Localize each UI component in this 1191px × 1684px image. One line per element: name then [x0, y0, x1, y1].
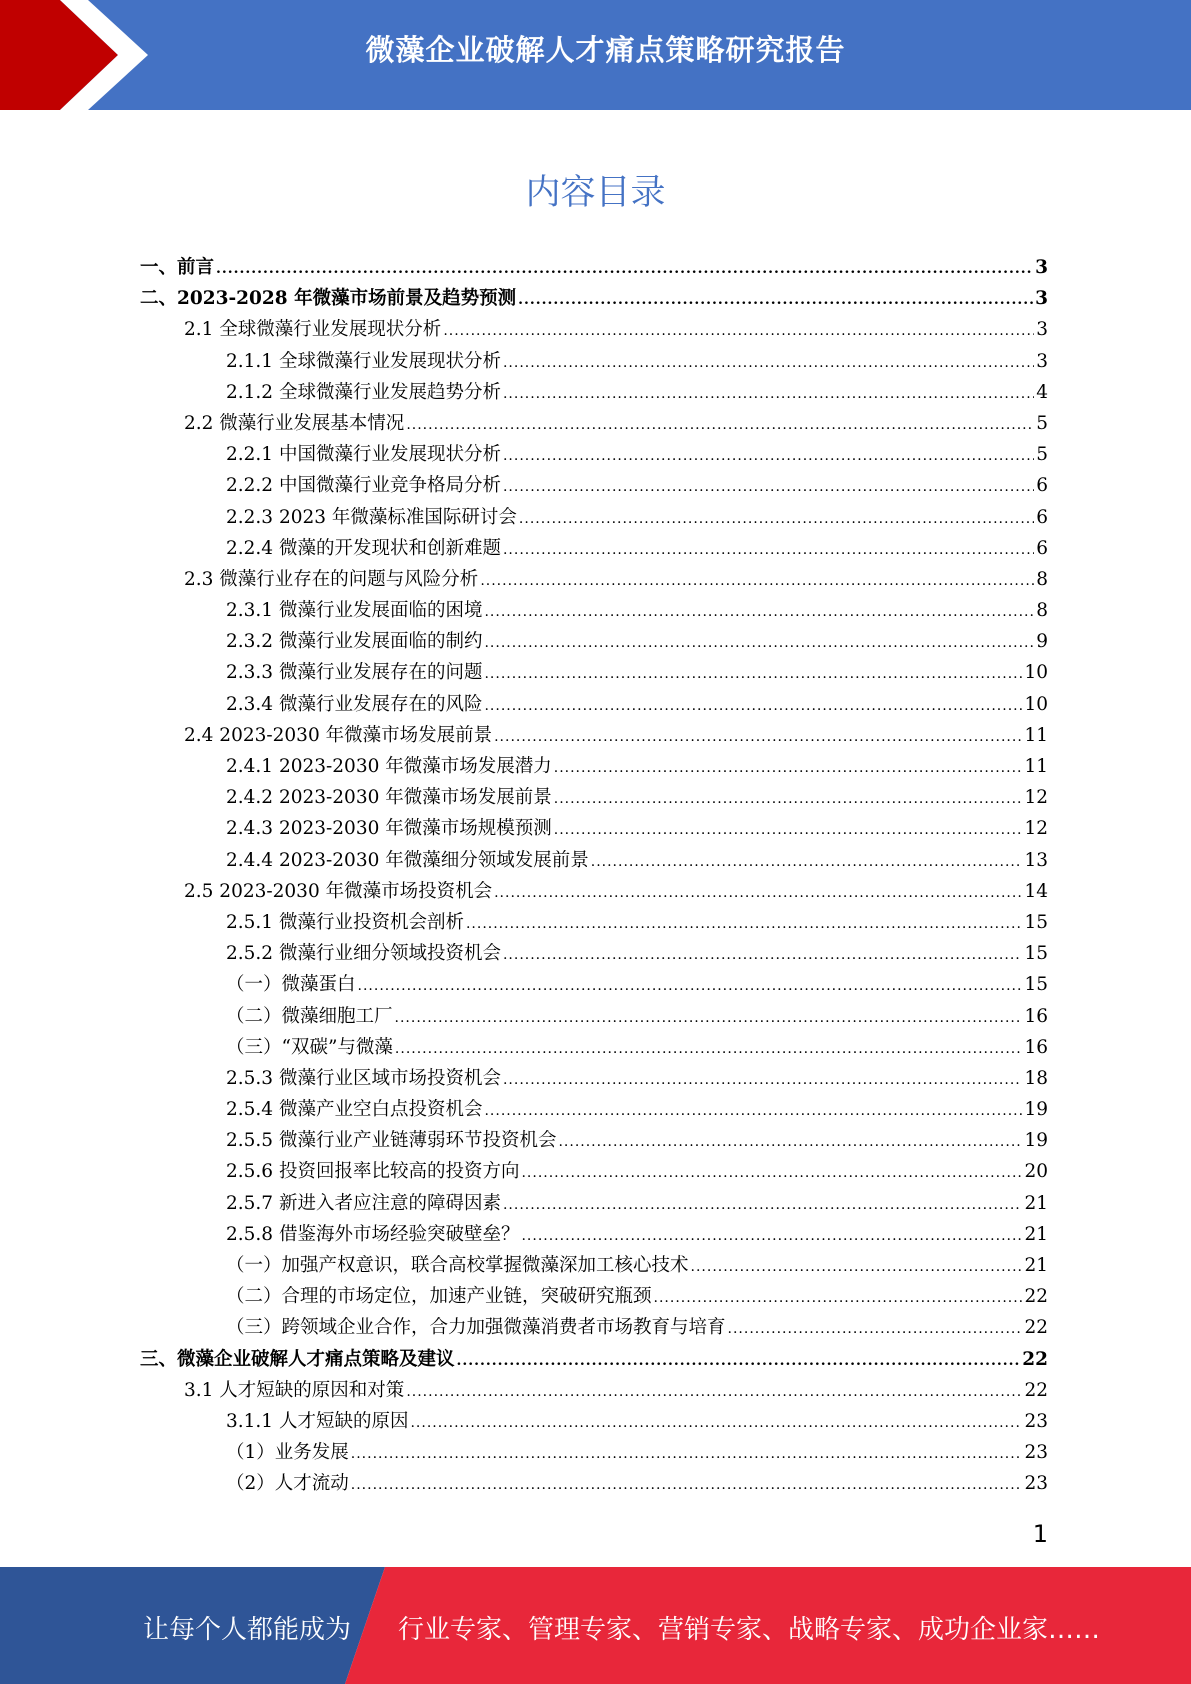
- toc-entry-page: 11: [1024, 756, 1048, 777]
- toc-dot-leader: [457, 1353, 1021, 1369]
- toc-entry-page: 19: [1024, 1130, 1048, 1152]
- toc-entry-title: 2.1.1 全球微藻行业发展现状分析: [226, 350, 501, 372]
- toc-entry-title: 3.1 人才短缺的原因和对策: [184, 1379, 405, 1401]
- toc-dot-leader: [521, 1228, 1022, 1244]
- toc-entry-page: 13: [1024, 849, 1048, 871]
- toc-entry-page: 15: [1024, 943, 1048, 965]
- toc-entry-page: 22: [1024, 1317, 1048, 1339]
- toc-dot-leader: [395, 1010, 1023, 1026]
- toc-entry-page: 21: [1024, 1255, 1048, 1276]
- toc-dot-leader: [503, 542, 1034, 558]
- toc-dot-leader: [358, 978, 1023, 994]
- toc-entry-page: 19: [1024, 1099, 1048, 1121]
- toc-entry[interactable]: [140, 471, 1048, 502]
- toc-entry-title: 2.3.2 微藻行业发展面临的制约: [226, 631, 483, 653]
- toc-entry-title: 2.3.4 微藻行业发展存在的风险: [226, 693, 483, 715]
- toc-dot-leader: [518, 292, 1033, 308]
- toc-entry[interactable]: [140, 627, 1048, 658]
- toc-entry-page: 4: [1036, 381, 1048, 403]
- toc-entry-page: 12: [1024, 818, 1048, 840]
- toc-entry-title: （二）合理的市场定位，加速产业链，突破研究瓶颈: [226, 1286, 652, 1308]
- toc-entry-title: 三、微藻企业破解人才痛点策略及建议: [140, 1348, 455, 1370]
- toc-entry-page: 16: [1024, 1005, 1048, 1027]
- toc-entry-title: 2.2.1 中国微藻行业发展现状分析: [226, 444, 501, 466]
- toc-entry-title: 2.5.1 微藻行业投资机会剖析: [226, 911, 464, 933]
- toc-entry[interactable]: [140, 846, 1048, 877]
- toc-entry[interactable]: [140, 503, 1048, 534]
- toc-entry-page: 16: [1024, 1036, 1048, 1058]
- toc-entry-title: 2.4.3 2023-2030 年微藻市场规模预测: [226, 818, 552, 840]
- toc-entry-page: 5: [1036, 412, 1048, 434]
- toc-entry-title: 2.3 微藻行业存在的问题与风险分析: [184, 568, 479, 590]
- toc-entry[interactable]: [140, 1126, 1048, 1157]
- toc-dot-leader: [351, 1446, 1023, 1462]
- toc-entry-title: 2.5.3 微藻行业区域市场投资机会: [226, 1067, 501, 1089]
- toc-dot-leader: [443, 323, 1034, 339]
- toc-entry[interactable]: [140, 970, 1048, 1001]
- toc-entry[interactable]: [140, 1189, 1048, 1220]
- toc-entry[interactable]: [140, 315, 1048, 346]
- toc-entry[interactable]: [140, 347, 1048, 378]
- toc-dot-leader: [558, 1134, 1022, 1150]
- toc-entry[interactable]: [140, 409, 1048, 440]
- toc-entry[interactable]: [140, 721, 1048, 752]
- toc-entry-page: 8: [1036, 568, 1048, 590]
- toc-entry-title: 2.5.2 微藻行业细分领域投资机会: [226, 943, 501, 965]
- toc-dot-leader: [480, 573, 1034, 589]
- toc-entry-title: 3.1.1 人才短缺的原因: [226, 1410, 409, 1432]
- toc-dot-leader: [554, 822, 1023, 838]
- toc-dot-leader: [728, 1321, 1023, 1337]
- toc-dot-leader: [395, 1041, 1023, 1057]
- toc-entry[interactable]: [140, 596, 1048, 627]
- toc-entry-page: 3: [1036, 319, 1048, 341]
- toc-entry-page: 6: [1036, 506, 1048, 528]
- toc-entry-title: 2.3.3 微藻行业发展存在的问题: [226, 662, 483, 684]
- toc-dot-leader: [410, 1415, 1022, 1431]
- toc-entry[interactable]: [140, 1002, 1048, 1033]
- toc-entry-title: （2）人才流动: [226, 1473, 349, 1495]
- toc-entry[interactable]: [140, 658, 1048, 689]
- toc-entry-page: 3: [1035, 257, 1048, 278]
- toc-entry[interactable]: [140, 1033, 1048, 1064]
- toc-entry-page: 22: [1022, 1348, 1048, 1370]
- toc-dot-leader: [691, 1259, 1023, 1275]
- toc-entry-title: 2.5 2023-2030 年微藻市场投资机会: [184, 880, 493, 902]
- toc-entry[interactable]: [140, 783, 1048, 814]
- toc-entry-page: 3: [1036, 350, 1048, 372]
- page-number: 1: [1032, 1520, 1048, 1548]
- toc-entry-page: 18: [1024, 1067, 1048, 1089]
- toc-dot-leader: [503, 1197, 1022, 1213]
- footer-slogan-right: 行业专家、管理专家、营销专家、战略专家、成功企业家……: [398, 1615, 1101, 1645]
- toc-dot-leader: [554, 760, 1023, 776]
- toc-dot-leader: [503, 1072, 1022, 1088]
- toc-entry-page: 22: [1024, 1379, 1048, 1401]
- toc-entry-title: 2.4.4 2023-2030 年微藻细分领域发展前景: [226, 849, 589, 871]
- toc-entry-page: 22: [1024, 1286, 1048, 1308]
- footer-slogan-left: 让每个人都能成为: [143, 1615, 352, 1645]
- toc-entry-title: 二、2023-2028 年微藻市场前景及趋势预测: [140, 288, 517, 310]
- toc-entry[interactable]: [140, 690, 1048, 721]
- toc-dot-leader: [484, 698, 1022, 714]
- toc-entry-title: 2.5.5 微藻行业产业链薄弱环节投资机会: [226, 1130, 557, 1152]
- toc-entry-title: 2.2.4 微藻的开发现状和创新难题: [226, 537, 501, 559]
- toc-entry-page: 8: [1036, 600, 1048, 622]
- toc-entry-title: 2.5.4 微藻产业空白点投资机会: [226, 1099, 483, 1121]
- toc-dot-leader: [484, 604, 1034, 620]
- toc-entry[interactable]: [140, 534, 1048, 565]
- toc-dot-leader: [503, 355, 1034, 371]
- toc-entry[interactable]: [140, 1064, 1048, 1095]
- toc-entry[interactable]: [140, 939, 1048, 970]
- toc-entry[interactable]: [140, 1469, 1048, 1500]
- toc-entry-title: （二）微藻细胞工厂: [226, 1005, 393, 1027]
- toc-entry[interactable]: [140, 1095, 1048, 1126]
- toc-entry-page: 9: [1036, 631, 1048, 653]
- toc-dot-leader: [484, 635, 1034, 651]
- toc-entry-page: 23: [1024, 1442, 1048, 1464]
- toc-dot-leader: [351, 1477, 1023, 1493]
- toc-entry[interactable]: [140, 908, 1048, 939]
- toc-dot-leader: [406, 1384, 1022, 1400]
- toc-entry-title: 2.4 2023-2030 年微藻市场发展前景: [184, 724, 493, 746]
- toc-dot-leader: [654, 1290, 1023, 1306]
- toc-dot-leader: [519, 511, 1034, 527]
- toc-dot-leader: [406, 417, 1034, 433]
- toc-dot-leader: [216, 261, 1033, 277]
- toc-heading: 内容目录: [525, 173, 666, 213]
- toc-dot-leader: [484, 1103, 1022, 1119]
- toc-entry-title: 2.5.6 投资回报率比较高的投资方向: [226, 1161, 520, 1183]
- toc-entry-page: 15: [1024, 974, 1048, 996]
- toc-entry[interactable]: [140, 284, 1048, 315]
- toc-entry[interactable]: [140, 565, 1048, 596]
- toc-entry[interactable]: [140, 1157, 1048, 1188]
- toc-entry[interactable]: [140, 752, 1048, 783]
- toc-dot-leader: [521, 1165, 1022, 1181]
- toc-entry[interactable]: [140, 877, 1048, 908]
- toc-entry-page: 11: [1024, 724, 1048, 746]
- toc-entry-title: （一）加强产权意识，联合高校掌握微藻深加工核心技术: [226, 1255, 689, 1276]
- toc-entry-title: 2.2 微藻行业发展基本情况: [184, 412, 405, 434]
- toc-entry[interactable]: [140, 1220, 1048, 1251]
- toc-entry[interactable]: [140, 814, 1048, 845]
- toc-entry-title: 2.5.7 新进入者应注意的障碍因素: [226, 1192, 501, 1214]
- toc-entry-page: 15: [1024, 911, 1048, 933]
- toc-entry[interactable]: [140, 1282, 1048, 1313]
- table-of-contents: [140, 253, 1048, 1501]
- toc-dot-leader: [503, 479, 1034, 495]
- toc-entry[interactable]: [140, 1376, 1048, 1407]
- toc-entry-page: 10: [1024, 662, 1048, 684]
- toc-entry-page: 21: [1024, 1223, 1048, 1245]
- toc-entry-page: 23: [1024, 1410, 1048, 1432]
- toc-dot-leader: [466, 916, 1022, 932]
- header-banner: [0, 0, 1191, 110]
- footer-banner: [0, 1567, 1191, 1684]
- toc-entry-title: 一、前言: [140, 257, 215, 278]
- toc-entry[interactable]: [140, 253, 1048, 284]
- toc-entry-title: 2.4.1 2023-2030 年微藻市场发展潜力: [226, 756, 552, 777]
- toc-entry-title: （1）业务发展: [226, 1442, 349, 1464]
- toc-dot-leader: [591, 854, 1023, 870]
- toc-entry-page: 14: [1024, 880, 1048, 902]
- toc-dot-leader: [554, 791, 1023, 807]
- toc-entry[interactable]: [140, 1313, 1048, 1344]
- toc-dot-leader: [503, 947, 1022, 963]
- toc-entry-page: 21: [1024, 1192, 1048, 1214]
- toc-dot-leader: [494, 729, 1022, 745]
- toc-entry[interactable]: [140, 440, 1048, 471]
- toc-dot-leader: [503, 386, 1034, 402]
- toc-dot-leader: [494, 885, 1022, 901]
- toc-entry-title: （一）微藻蛋白: [226, 974, 356, 996]
- toc-entry[interactable]: [140, 378, 1048, 409]
- toc-dot-leader: [484, 666, 1022, 682]
- toc-entry[interactable]: [140, 1407, 1048, 1438]
- toc-entry-title: 2.2.2 中国微藻行业竞争格局分析: [226, 475, 501, 497]
- report-title: 微藻企业破解人才痛点策略研究报告: [365, 33, 846, 67]
- toc-entry[interactable]: [140, 1345, 1048, 1376]
- toc-entry-title: 2.1.2 全球微藻行业发展趋势分析: [226, 381, 501, 403]
- toc-entry-page: 23: [1024, 1473, 1048, 1495]
- toc-entry-title: 2.5.8 借鉴海外市场经验突破壁垒？: [226, 1223, 520, 1245]
- toc-entry-title: 2.4.2 2023-2030 年微藻市场发展前景: [226, 787, 552, 809]
- toc-entry[interactable]: [140, 1251, 1048, 1282]
- toc-entry-page: 3: [1035, 288, 1048, 310]
- toc-entry-title: 2.2.3 2023 年微藻标准国际研讨会: [226, 506, 517, 528]
- toc-dot-leader: [503, 448, 1034, 464]
- toc-entry-page: 12: [1024, 787, 1048, 809]
- toc-entry-title: 2.1 全球微藻行业发展现状分析: [184, 319, 442, 341]
- toc-entry-title: （三）跨领域企业合作，合力加强微藻消费者市场教育与培育: [226, 1317, 726, 1339]
- toc-entry-title: 2.3.1 微藻行业发展面临的困境: [226, 600, 483, 622]
- toc-entry-page: 10: [1024, 693, 1048, 715]
- toc-entry-title: （三）“双碳”与微藻: [226, 1036, 393, 1058]
- toc-entry-page: 6: [1036, 475, 1048, 497]
- toc-entry[interactable]: [140, 1438, 1048, 1469]
- toc-entry-page: 5: [1036, 444, 1048, 466]
- toc-entry-page: 20: [1024, 1161, 1048, 1183]
- toc-entry-page: 6: [1036, 537, 1048, 559]
